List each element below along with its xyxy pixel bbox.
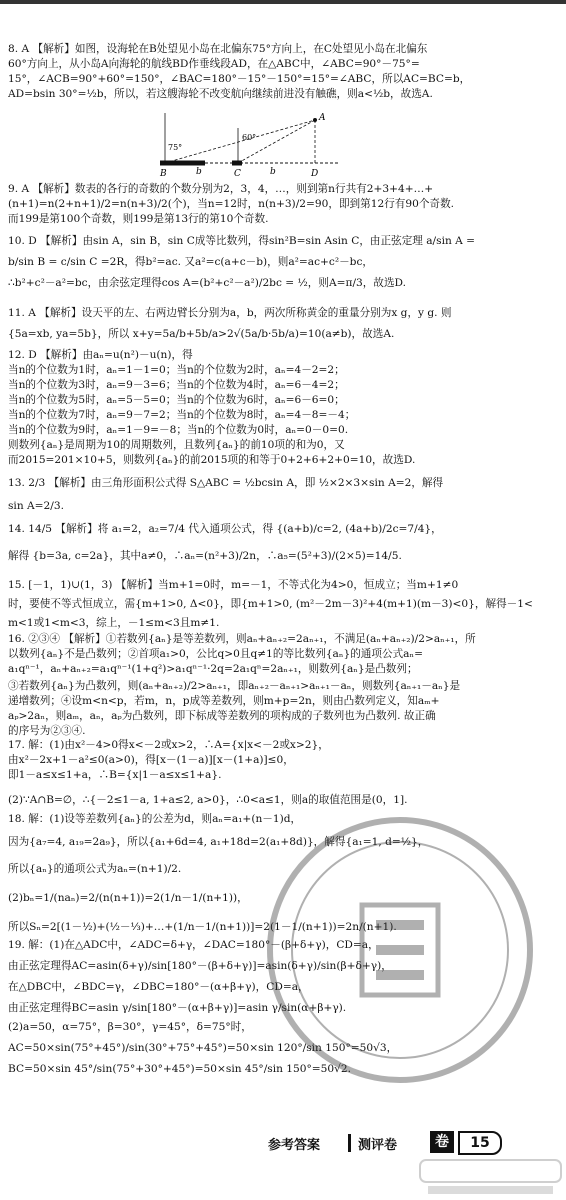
q17-line-2: 由x²－2x+1－a²≤0(a>0)，得[x－(1－a)][x－(1+a)]≤0， bbox=[8, 754, 294, 766]
label-b-segment-2: b bbox=[270, 167, 276, 177]
q10-line-3: ∴b²+c²－a²=bc，由余弦定理得cos A=(b²+c²－a²)/2bc = ½，则A=π/3，故选D. bbox=[8, 277, 407, 289]
q16-line-1: 16. ②③④ 【解析】①若数列{aₙ}是等差数列，则aₙ+aₙ₊₂=2aₙ₊₁，不满足(aₙ+aₙ₊₂)/2>aₙ₊₁，所 bbox=[8, 633, 476, 645]
line-ba bbox=[165, 120, 315, 163]
q16-line-5: 递增数列；④设m<n<p，若m，n，p成等差数列，则m+p=2n，则由凸数列定义，知aₘ+ bbox=[8, 695, 440, 707]
page-footer bbox=[0, 1128, 566, 1158]
label-c: C bbox=[234, 169, 241, 179]
q9-line-2: (n+1)=n(2+n+1)/2=n(n+3)/2(个)，当n=12时，n(n+3)/2=90，即到第12行有90个奇数. bbox=[8, 198, 455, 210]
q12-line-1: 12. D 【解析】由aₙ=u(n²)－u(n)，得 bbox=[8, 349, 193, 361]
label-b-segment-1: b bbox=[196, 167, 202, 177]
seal-bar-1 bbox=[376, 920, 424, 930]
footer-divider bbox=[348, 1134, 351, 1152]
q12-line-4: 当n的个位数为5时，aₙ=5－5=0；当n的个位数为6时，aₙ=6－6=0； bbox=[8, 394, 345, 406]
q12-line-3: 当n的个位数为3时，aₙ=9－3=6；当n的个位数为4时，aₙ=6－4=2； bbox=[8, 379, 345, 391]
q9-line-3: 而199是第100个奇数，则199是第13行的第10个奇数. bbox=[8, 213, 269, 225]
q14-line-2: 解得 {b=3a, c=2a}，其中a≠0，∴aₙ=(n²+3)/2n，∴a₅=(5²+3)/(2×5)=14/5. bbox=[8, 550, 402, 562]
footer-juan-badge: 卷 bbox=[430, 1131, 454, 1153]
q16-line-4: ③若数列{aₙ}为凸数列，则(aₙ+aₙ₊₂)/2>aₙ₊₁，即aₙ₊₂－aₙ₊₁>aₙ₊₁－aₙ，则数列{aₙ₊₁－aₙ}是 bbox=[8, 680, 461, 692]
q18-line-5: 所以Sₙ=2[(1－½)+(½－⅓)+…+(1/n－1/(n+1))]=2(1－1/(n+1))=2n/(n+1). bbox=[8, 921, 397, 933]
label-angle-75: 75° bbox=[168, 143, 183, 152]
question-15 bbox=[8, 578, 560, 631]
seal-bar-2 bbox=[376, 945, 424, 955]
seal-bar-3 bbox=[376, 970, 424, 980]
q12-line-7: 则数列{aₙ}是周期为10的周期数列，且数列{aₙ}的前10项的和为0，又 bbox=[8, 439, 345, 451]
question-9 bbox=[8, 182, 560, 227]
q12-line-5: 当n的个位数为7时，aₙ=9－7=2；当n的个位数为8时，aₙ=4－8=－4； bbox=[8, 409, 356, 421]
q11-line-1: 11. A 【解析】设天平的左、右两边臂长分别为a，b，两次所称黄金的重量分别为x g，y g. 则 bbox=[8, 307, 452, 319]
q15-line-2: 时，要使不等式恒成立，需{m+1>0, Δ<0}，即{m+1>0, (m²－2m－3)²+4(m+1)(m－3)<0}，解得－1< bbox=[8, 598, 533, 610]
q16-line-6: aₚ>2aₙ，则aₘ，aₙ，aₚ为凸数列，即下标成等差数列的项构成的子数列也为凸数列. 故正确 bbox=[8, 710, 436, 722]
question-17 bbox=[8, 738, 560, 808]
q9-line-1: 9. A 【解析】数表的各行的奇数的个数分别为2，3，4，…，则到第n行共有2+3+4+…+ bbox=[8, 183, 434, 195]
q15-line-1: 15. [－1，1)∪(1，3) 【解析】当m+1=0时，m=－1，不等式化为4>0，恒成立；当m+1≠0 bbox=[8, 579, 459, 591]
q17-line-4: (2)∵A∩B=∅，∴{－2≤1－a, 1+a≤2, a>0}，∴0<a≤1，则a的取值范围是(0，1]. bbox=[8, 794, 408, 806]
q12-line-8: 而2015=201×10+5，则数列{aₙ}的前2015项的和等于0+2+6+2+0=10，故选D. bbox=[8, 454, 416, 466]
q15-line-3: m<1或1<m<3，综上，－1≤m<3且m≠1. bbox=[8, 617, 220, 629]
q19-line-4: 由正弦定理得BC=asin γ/sin[180°－(α+β+γ)]=asin γ/sin(α+β+γ). bbox=[8, 1002, 347, 1014]
label-b: B bbox=[160, 169, 167, 179]
q10-line-1: 10. D 【解析】由sin A，sin B，sin C成等比数列，得sin²B=sin Asin C，由正弦定理 a/sin A = bbox=[8, 235, 476, 247]
q8-line-4: AD=bsin 30°=½b，所以，若这艘海轮不改变航向继续前进没有触礁，则a<½b，故选A. bbox=[8, 88, 433, 100]
footer-answers-label: 参考答案 bbox=[268, 1138, 321, 1153]
q19-line-3: 在△DBC中，∠BDC=γ，∠DBC=180°－(α+β+γ)，CD=a， bbox=[8, 981, 309, 993]
q8-line-2: 60°方向上，从小岛A向海轮的航线BD作垂线段AD，在△ABC中，∠ABC=90°－75°= bbox=[8, 58, 420, 70]
q16-line-2: 以数列{aₙ}不是凸数列；②首项a₁>0，公比q>0且q≠1的等比数列{aₙ}的通项公式aₙ= bbox=[8, 648, 423, 660]
top-border bbox=[0, 0, 566, 4]
q16-line-7: 的序号为②③④. bbox=[8, 725, 86, 737]
q8-line-1: 8. A 【解析】如图，设海轮在B处望见小岛在北偏东75°方向上，在C处望见小岛在北偏东 bbox=[8, 43, 428, 55]
q19-line-5: (2)a=50，α=75°，β=30°，γ=45°，δ=75°时， bbox=[8, 1021, 252, 1033]
q8-figure bbox=[150, 108, 350, 180]
q18-line-3: 所以{aₙ}的通项公式为aₙ=(n+1)/2. bbox=[8, 863, 182, 875]
watermark-frame bbox=[420, 1160, 561, 1182]
q18-line-4: (2)bₙ=1/(naₙ)=2/(n(n+1))=2(1/n－1/(n+1))， bbox=[8, 892, 248, 904]
question-14 bbox=[8, 522, 560, 564]
q19-line-6: AC=50×sin(75°+45°)/sin(30°+75°+45°)=50×sin 120°/sin 150°=50√3， bbox=[8, 1042, 398, 1054]
q19-line-2: 由正弦定理得AC=asin(δ+γ)/sin[180°－(β+δ+γ)]=asin(δ+γ)/sin(β+δ+γ)， bbox=[8, 960, 392, 972]
question-8 bbox=[8, 42, 560, 102]
footer-test-label: 测评卷 bbox=[358, 1138, 398, 1153]
label-angle-60: 60° bbox=[242, 133, 257, 142]
question-16 bbox=[8, 632, 560, 739]
q16-line-3: a₁qⁿ⁻¹，aₙ+aₙ₊₂=a₁qⁿ⁻¹(1+q²)>a₁qⁿ⁻¹·2q=2a₁qⁿ=2aₙ₊₁，则数列{aₙ}是凸数列； bbox=[8, 663, 418, 675]
q17-line-3: 即1－a≤x≤1+a，∴B={x|1－a≤x≤1+a}. bbox=[8, 769, 222, 781]
label-a: A bbox=[319, 113, 326, 123]
q12-line-2: 当n的个位数为1时，aₙ=1－1=0；当n的个位数为2时，aₙ=4－2=2； bbox=[8, 364, 345, 376]
q10-line-2: b/sin B = c/sin C =2R，得b²=ac. 又a²=c(a+c－b)，则a²=ac+c²－bc， bbox=[8, 256, 373, 268]
question-10 bbox=[8, 234, 560, 291]
watermark-url-bar bbox=[428, 1186, 553, 1194]
page-number: 15 bbox=[458, 1131, 502, 1155]
q17-line-1: 17. 解：(1)由x²－4>0得x<－2或x>2，∴A={x|x<－2或x>2}， bbox=[8, 739, 329, 751]
question-12 bbox=[8, 348, 560, 468]
q13-line-1: 13. 2/3 【解析】由三角形面积公式得 S△ABC = ½bcsin A，即 ½×2×3×sin A=2，解得 bbox=[8, 477, 444, 489]
q13-line-2: sin A=2/3. bbox=[8, 500, 64, 512]
q18-line-1: 18. 解：(1)设等差数列{aₙ}的公差为d，则aₙ=a₁+(n－1)d， bbox=[8, 813, 302, 825]
question-13 bbox=[8, 476, 560, 514]
publisher-seal bbox=[250, 800, 550, 1100]
q18-line-2: 因为{a₇=4, a₁₉=2a₉}，所以{a₁+6d=4, a₁+18d=2(a₁+8d)}，解得{a₁=1, d=½}， bbox=[8, 836, 429, 848]
question-11 bbox=[8, 306, 560, 342]
q12-line-6: 当n的个位数为9时，aₙ=1－9=－8；当n的个位数为0时，aₙ=0－0=0. bbox=[8, 424, 349, 436]
label-d: D bbox=[311, 169, 319, 179]
q11-line-2: {5a=xb, ya=5b}，所以 x+y=5a/b+5b/a>2√(5a/b·5b/a)=10(a≠b)，故选A. bbox=[8, 328, 395, 340]
point-a bbox=[313, 118, 317, 122]
q8-line-3: 15°，∠ACB=90°+60°=150°，∠BAC=180°－15°－150°=15°=∠ABC，所以AC=BC=b， bbox=[8, 73, 471, 85]
q19-line-7: BC=50×sin 45°/sin(75°+30°+45°)=50×sin 45°/sin 150°=50√2. bbox=[8, 1063, 352, 1075]
q19-line-1: 19. 解：(1)在△ADC中，∠ADC=δ+γ，∠DAC=180°－(β+δ+γ)，CD=a， bbox=[8, 939, 379, 951]
watermark-logo bbox=[418, 1158, 563, 1198]
q14-line-1: 14. 14/5 【解析】将 a₁=2，a₂=7/4 代入通项公式，得 {(a+b)/c=2, (4a+b)/2c=7/4}， bbox=[8, 523, 442, 535]
